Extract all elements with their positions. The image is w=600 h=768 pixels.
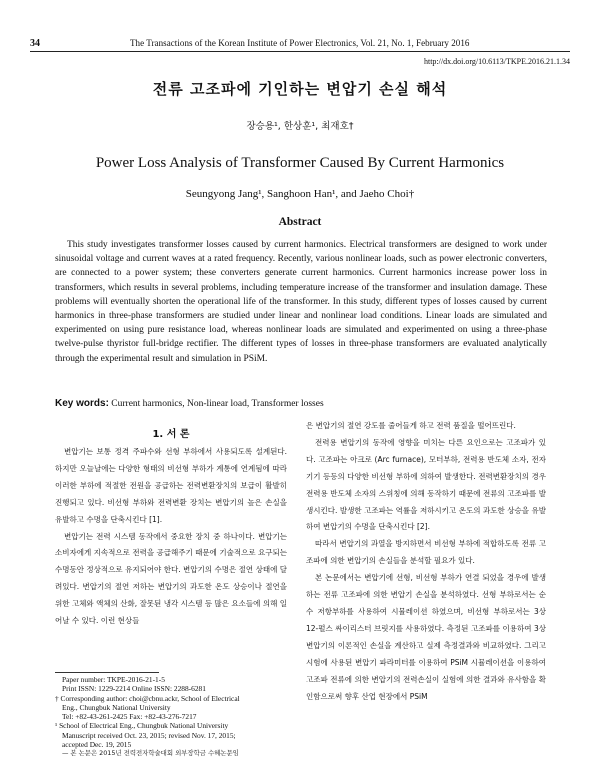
right-column: [306, 418, 546, 705]
paragraph: 본 논문에서는 변압기에 선형, 비선형 부하가 연결 되었을 경우에 발생하는 전류 고조파에 의한 변압기 손실을 분석하였다. 선형 부하로서는 순수 저항부하를 사용하여 시뮬레이션 하였으며, 비선형 부하로서는 3상 12-펄스 싸이리스터 브릿지를 사용하였다. 측정된 고조파를 이용하여 3상 변압기의 이론적인 손실을 계산하고 실제 측정결과와 비교하였다. 그리고 시험에 사용된 변압기 파라미터를 이용하여 PSiM 시뮬레이션을 이용하여 고조파 전류에 의한 변압기의 전력손실이 실험에 의한 결과와 유사함을 확인함으로써 향후 산업 현장에서 PSiM: [306, 573, 546, 701]
journal-header: The Transactions of the Korean Institute of Power Electronics, Vol. 21, No. 1, February 2016: [130, 38, 470, 48]
english-title: Power Loss Analysis of Transformer Caused By Current Harmonics: [95, 155, 505, 171]
keywords: [55, 398, 547, 409]
keywords-label: Key words:: [55, 398, 109, 409]
doi-link[interactable]: http://dx.doi.org/10.6113/TKPE.2016.21.1.34: [423, 57, 570, 66]
paragraph: 전력용 변압기의 동작에 영향을 미치는 다른 요인으로는 고조파가 있다. 고조파는 아크로 (Arc furnace), 모터부하, 전력용 반도체 소자, 전자기기 등등의 다양한 비선형 부하에 의하여 발생한다. 전력변환장치의 경우 전력용 반도체 소자의 스위칭에 의해 동작하기 때문에 전류의 고조파를 발생시킨다. 발생한 고조파는 역률을 저하시키고 온도의 과도한 상승을 유발하여 변압기의 수명을 단축시킨다 [2].: [306, 437, 546, 532]
page-number: 34: [30, 38, 40, 49]
funding-note: — 본 논문은 2015년 전력전자학술대회 외부장학금 수혜논문임: [62, 749, 239, 758]
korean-authors: 장승용¹, 한상훈¹, 최재호†: [246, 121, 354, 132]
corresponding-affiliation: Eng., Chungbuk National University: [62, 702, 171, 712]
section-heading-introduction: 1. 서 론: [152, 429, 190, 440]
manuscript-accepted: accepted Dec. 19, 2015: [62, 740, 132, 750]
paragraph: 은 변압기의 절연 강도를 줄어들게 하고 전력 품질을 떨어뜨린다.: [306, 421, 516, 430]
author-affiliation: ¹ School of Electrical Eng., Chungbuk National University: [55, 721, 229, 731]
corresponding-author: † Corresponding author: choi@cbnu.ackr, School of Electrical: [55, 693, 240, 703]
keywords-text: Current harmonics, Non-linear load, Transformer losses: [111, 399, 324, 409]
paragraph: 변압기는 전력 시스템 동작에서 중요한 장치 중 하나이다. 변압기는 소비자에게 지속적으로 전력을 공급해주기 때문에 기술적으로 요구되는 수명동안 정상적으로 유지되어야 한다. 변압기의 수명은 절연 상태에 달려있다. 변압기의 절연 저하는 변압기의 과도한 온도 상승이나 절연을 위한 고체와 액체의 산화, 잘못된 냉각 시스템 등 많은 요소들에 의해 일어날 수 있다. 이런 현상들: [55, 531, 287, 626]
footnote-rule: [55, 672, 159, 673]
paper-number: Paper number: TKPE-2016-21-1-5: [62, 675, 165, 684]
paragraph: 따라서 변압기의 과열을 방지하면서 비선형 부하에 적합하도록 전류 고조파에 의한 변압기의 손실들을 분석할 필요가 있다.: [306, 539, 546, 566]
manuscript-received: Manuscript received Oct. 23, 2015; revised Nov. 17, 2015;: [62, 730, 236, 740]
contact-numbers: Tel: +82-43-261-2425 Fax: +82-43-276-7217: [62, 712, 197, 722]
abstract-heading: Abstract: [278, 216, 322, 228]
header-rule: [30, 51, 570, 52]
footnote: [55, 675, 290, 759]
paragraph: 변압기는 보통 정격 주파수와 선형 부하에서 사용되도록 설계된다. 하지만 오늘날에는 다양한 형태의 비선형 부하가 계통에 연계됨에 따라 이러한 부하에 적절한 전원을 공급하는 전력변환장치의 보급이 활발히 진행되고 있다. 비선형 부하와 전력변환 장치는 변압기의 높은 손실을 유발하고 수명을 단축시킨다 [1].: [55, 447, 287, 524]
korean-title: 전류 고조파에 기인하는 변압기 손실 해석: [152, 80, 448, 98]
english-authors: Seungyong Jang¹, Sanghoon Han¹, and Jaeho Choi†: [185, 188, 415, 200]
issn: Print ISSN: 1229-2214 Online ISSN: 2288-6281: [62, 684, 206, 694]
abstract-text: This study investigates transformer losses caused by current harmonics. Electrical transformers are designed to work under sinusoidal voltage and current waves at a rated frequency. Recently, various nonlinear loads, such as power electronic converters, are connected to a power system; these converters generate current harmonics. Current harmonics increase power loss in transformers, which results in several problems, including temperature increase of the transformer and insulation damage. These problems will eventually shorten the operational life of the transformer. In this study, different types of losses caused by current harmonics in three-phase transformers are studied under linear and nonlinear load conditions. Linear loads are simulated and experimented on using pure resistance load, whereas nonlinear loads are simulated and experimented on using a three-phase twelve-pulse thyristor full-bridge rectifier. The different types of losses in three-phase transformers are evaluated analytically through the experimental result and simulation in PSiM.: [55, 240, 547, 364]
left-column: [55, 444, 287, 630]
